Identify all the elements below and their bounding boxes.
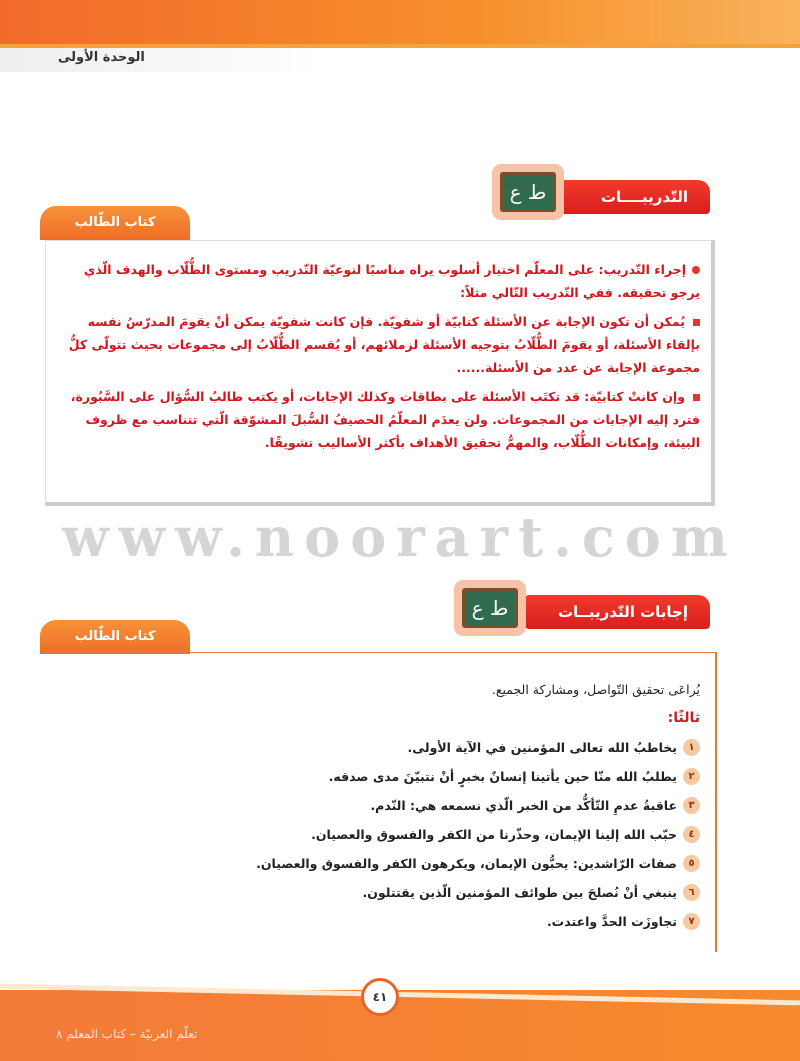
- chalkboard-icon: ط ع: [462, 588, 518, 628]
- item-number: ٢: [683, 768, 700, 785]
- section-title: إجابات التّدريبــات: [557, 603, 688, 621]
- item-text: يطلبُ الله منّا حين يأتينا إنسانٌ بخبرٍ أنْ نتبيّنَ مدى صدقه.: [328, 769, 677, 784]
- note: يُراعَى تحقيق التّواصل، ومشاركة الجميع.: [491, 682, 700, 697]
- exercise-text: [60, 258, 700, 460]
- page-number: ٤١: [361, 978, 399, 1016]
- item-number: ٥: [683, 855, 700, 872]
- item-text: ينبغي أنْ نُصلحَ بين طوائف المؤمنين الّذين يقتتلون.: [362, 885, 677, 900]
- list-item: [60, 907, 700, 936]
- item-text: حبّب الله إلينا الإيمان، وحذّرنا من الكفر والفسوق والعصيان.: [311, 827, 677, 842]
- item-text: يخاطبُ الله تعالى المؤمنين في الآية الأولى.: [407, 740, 677, 755]
- student-book-tab: كتاب الطّالب: [40, 206, 190, 240]
- item-number: ٧: [683, 913, 700, 930]
- section-title: التّدريبــــات: [600, 188, 688, 206]
- square-bullet-icon: [693, 394, 700, 401]
- watermark: www.noorart.com: [62, 505, 738, 569]
- bullet-paragraph: يُمكن أن تكون الإجابة عن الأسئلة كتابيّة أو شفويّة. فإن كانت شفويّة يمكن أنْ يقومَ المدرّسُ نفسه بإلقاء الأسئلة، أو يقومَ الطُّلّابُ بتوجيه الأسئلة لزملائهم، أو يُقسم الطُّلّابُ إلى مجموعات بحيث تتولّى كلُّ مجموعة الإجابة عن عدد من الأسئلة......: [68, 314, 700, 375]
- answers-text: [60, 675, 700, 936]
- list-item: [60, 791, 700, 820]
- item-number: ٣: [683, 797, 700, 814]
- bullet-icon: [692, 266, 700, 274]
- book-title: تعلّم العربيّة – كتاب المعلم ٨: [56, 1027, 198, 1041]
- list-item: [60, 820, 700, 849]
- item-text: عاقبةُ عدمِ التّأكُّد من الخبر الّذي نسمعه هي: النّدم.: [370, 798, 677, 813]
- bullet-paragraph: وإن كانتْ كتابيّة: قد تكتَب الأسئلة على بطاقات وكذلك الإجابات، أو يكتب طالبُ السُّؤال على السَّبُورة، فترد إليه الإجابات من المجموعات. ولن يعدَم المعلّمُ الحصيفُ السُّبلَ المشوّقة الّتي تتناسب مع ظروف البيئة، وإمكانات الطُّلّاب، والمهمُّ تحقيق الأهداف بأكثر الأساليب تشويقًا.: [70, 389, 700, 450]
- section-badge: [525, 595, 710, 629]
- header-band: [0, 0, 800, 44]
- item-number: ١: [683, 739, 700, 756]
- item-number: ٦: [683, 884, 700, 901]
- intro-paragraph: إجراء التّدريب: على المعلّم اختيار أسلوب يراه مناسبًا لنوعيّة التّدريب ومستوى الطُّلّاب والهدف الّذي يرجو تحقيقه. ففي التّدريب التّالي مثلاً:: [83, 262, 700, 300]
- answers-heading: ثالثًا:: [667, 710, 700, 726]
- list-item: [60, 733, 700, 762]
- item-text: تجاوزَت الحدَّ واعتدت.: [546, 914, 677, 929]
- section-badge: [560, 180, 710, 214]
- unit-title: الوحدة الأولى: [58, 50, 145, 65]
- item-number: ٤: [683, 826, 700, 843]
- student-book-tab: كتاب الطّالب: [40, 620, 190, 654]
- item-text: صفات الرّاشدين: يحبُّون الإيمان، ويكرهون الكفر والفسوق والعصيان.: [256, 856, 677, 871]
- list-item: [60, 878, 700, 907]
- chalkboard-icon: ط ع: [500, 172, 556, 212]
- list-item: [60, 849, 700, 878]
- square-bullet-icon: [693, 319, 700, 326]
- list-item: [60, 762, 700, 791]
